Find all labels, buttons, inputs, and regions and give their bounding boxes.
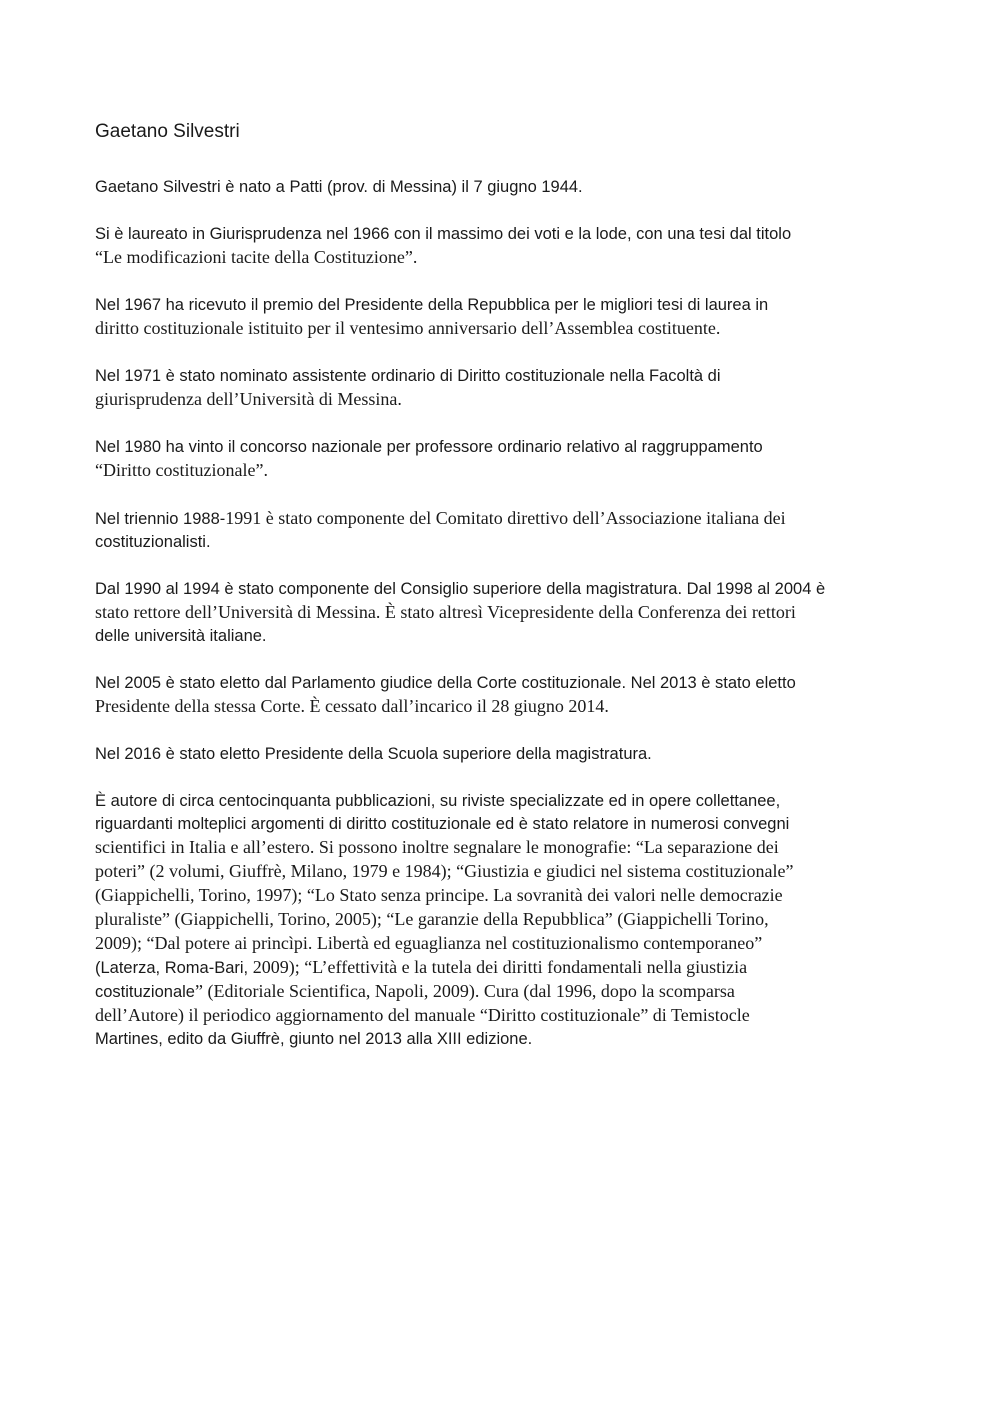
text-run: Presidente della stessa Corte. È cessato dall’incarico il 28 giugno 2014. (95, 696, 609, 716)
text-run: diritto costituzionale istituito per il ventesimo anniversario dell’Assemblea costituente. (95, 318, 721, 338)
paragraph (95, 365, 910, 412)
text-run: dell’Autore) il periodico aggiornamento del manuale “Diritto costituzionale” di Temistocle (95, 1005, 750, 1025)
text-run: costituzionale (95, 983, 195, 1001)
text-run: “Le modificazioni tacite della Costituzione”. (95, 247, 418, 267)
document-page (95, 118, 910, 1075)
text-run: 2009); “L’effettività e la tutela dei diritti fondamentali nella giustizia (252, 957, 748, 977)
paragraph (95, 223, 910, 270)
text-run: riguardanti molteplici argomenti di diritto costituzionale ed è stato relatore in numerosi convegni (95, 815, 790, 833)
text-run: Nel triennio 1988- (95, 510, 226, 528)
paragraph (95, 294, 910, 341)
text-run: 2009); “Dal potere ai princìpi. Libertà ed eguaglianza nel costituzionalismo contemporaneo” (95, 933, 763, 953)
text-run: Nel 1967 ha ricevuto il premio del Presidente della Repubblica per le migliori tesi di laurea in (95, 296, 769, 314)
text-run: (Laterza, Roma-Bari, (95, 959, 253, 977)
text-run: Si è laureato in Giurisprudenza nel 1966 con il massimo dei voti e la lode, con una tesi dal titolo (95, 225, 792, 243)
text-run: È autore di circa centocinquanta pubblicazioni, su riviste specializzate ed in opere collettanee, (95, 792, 781, 810)
paragraph (95, 790, 910, 1051)
paragraph (95, 176, 910, 199)
text-run: Martines, edito da Giuffrè, giunto nel 2013 alla XIII edizione. (95, 1030, 533, 1048)
text-run: “Diritto costituzionale”. (95, 460, 268, 480)
paragraph (95, 578, 910, 648)
text-run: pluraliste” (Giappichelli, Torino, 2005); “Le garanzie della Repubblica” (Giappichelli Torino, (95, 909, 769, 929)
text-run: costituzionalisti. (95, 533, 211, 551)
text-run: delle università italiane. (95, 627, 267, 645)
document-body (95, 176, 910, 1051)
text-run: Nel 1971 è stato nominato assistente ordinario di Diritto costituzionale nella Facoltà di (95, 367, 721, 385)
paragraph (95, 436, 910, 483)
text-run: Nel 2005 è stato eletto dal Parlamento giudice della Corte costituzionale. Nel 2013 è stato eletto (95, 674, 796, 692)
text-run: Gaetano Silvestri è nato a Patti (prov. di Messina) il 7 giugno 1944. (95, 178, 583, 196)
text-run: stato rettore dell’Università di Messina. È stato altresì Vicepresidente della Conferenza dei rettori (95, 602, 796, 622)
text-run: poteri” (2 volumi, Giuffrè, Milano, 1979 e 1984); “Giustizia e giudici nel sistema costituzionale” (95, 861, 794, 881)
text-run: 1991 è stato componente del Comitato direttivo dell’Associazione italiana dei (225, 508, 786, 528)
text-run: giurisprudenza dell’Università di Messina. (95, 389, 402, 409)
text-run: ” (Editoriale Scientifica, Napoli, 2009). Cura (dal 1996, dopo la scomparsa (194, 981, 735, 1001)
text-run: Dal 1990 al 1994 è stato componente del Consiglio superiore della magistratura. Dal 1998 al 2004 è (95, 580, 826, 598)
paragraph (95, 743, 910, 766)
document-title: Gaetano Silvestri (95, 121, 240, 142)
paragraph (95, 672, 910, 719)
text-run: scientifici in Italia e all’estero. Si possono inoltre segnalare le monografie: “La separazione dei (95, 837, 779, 857)
text-run: Nel 2016 è stato eletto Presidente della Scuola superiore della magistratura. (95, 745, 652, 763)
paragraph (95, 507, 910, 554)
text-run: Nel 1980 ha vinto il concorso nazionale per professore ordinario relativo al raggruppamento (95, 438, 763, 456)
text-run: (Giappichelli, Torino, 1997); “Lo Stato senza principe. La sovranità dei valori nelle democrazie (95, 885, 783, 905)
